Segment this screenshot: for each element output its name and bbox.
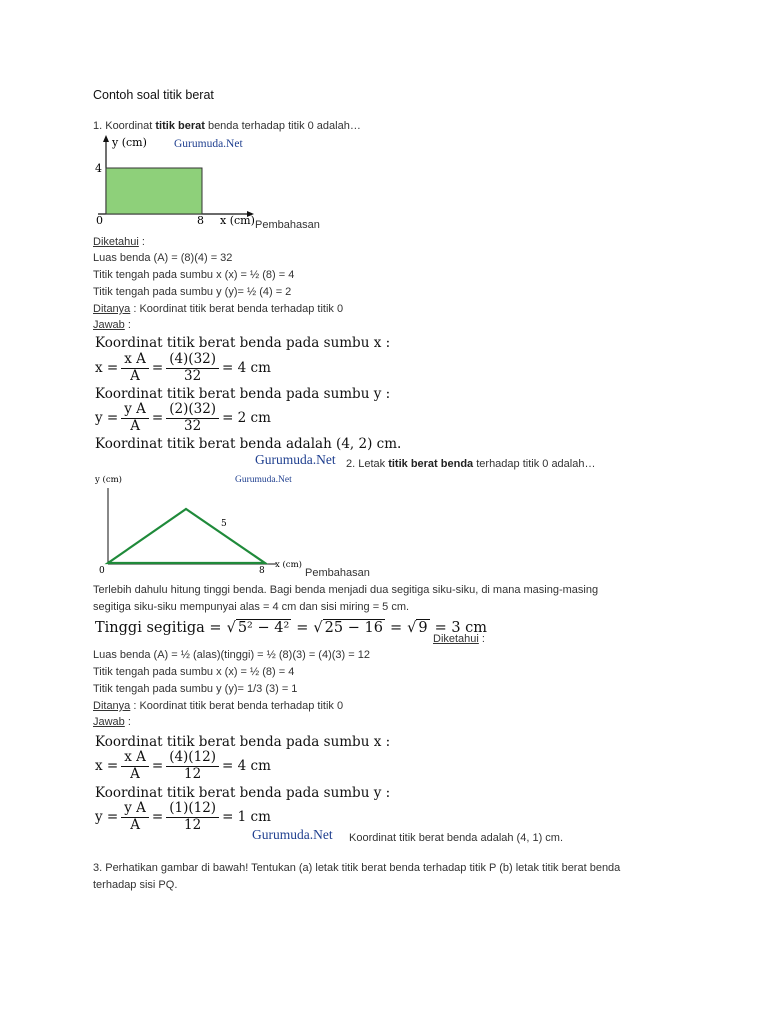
q1-ax-frac2 [166, 352, 219, 384]
q1-ay-num2: (2)(32) [166, 402, 219, 419]
q1-fig-watermark: Gurumuda.Net [174, 138, 243, 150]
q2-prompt-end: terhadap titik 0 adalah… [473, 458, 596, 470]
q2-he-lhs: Tinggi segitiga = [95, 619, 222, 636]
q2-jawab-heading [93, 716, 131, 728]
q2-fig-watermark: Gurumuda.Net [235, 475, 292, 485]
q2-ax-frac1 [121, 750, 149, 782]
q1-watermark-logo: Gurumuda.Net [255, 452, 336, 467]
question-1-prompt [93, 120, 361, 132]
q1-ax-num1: x A [121, 352, 149, 369]
q2-ax-num1: x A [121, 750, 149, 767]
q2-he-rad2: 25 − 16 [324, 620, 383, 636]
q2-triangle [108, 509, 265, 563]
q2-ax-result: = 4 cm [222, 758, 271, 775]
q1-prompt-keyword: titik berat [155, 120, 205, 132]
q1-answer-x-equation [95, 352, 271, 384]
q2-jawab-colon: : [124, 716, 131, 728]
radical-icon: √ [226, 620, 236, 636]
q2-watermark-logo: Gurumuda.Net [252, 827, 333, 842]
question-3-line2: terhadap sisi PQ. [93, 879, 178, 891]
q1-x-label: x (cm) [220, 214, 255, 227]
q1-ay-den2: 32 [184, 417, 202, 434]
q2-ay-eq: = [151, 809, 164, 826]
q2-he-eq1: = [296, 619, 309, 636]
q1-jawab-heading [93, 319, 131, 331]
q1-jawab-colon: : [124, 319, 131, 331]
q2-paragraph-line2: segitiga siku-siku mempunyai alas = 4 cm dan sisi miring = 5 cm. [93, 601, 410, 613]
q2-ay-result: = 1 cm [222, 809, 271, 826]
radical-icon: √ [313, 620, 323, 636]
q2-origin-label: 0 [99, 566, 105, 576]
q2-x-tick: 8 [259, 566, 265, 576]
q2-he-eq2: = [389, 619, 403, 636]
q2-ditanya-line [93, 700, 343, 712]
q2-diketahui-label: Diketahui [433, 633, 479, 645]
q2-ax-num2: (4)(12) [166, 750, 219, 767]
q2-ax-den2: 12 [184, 765, 202, 782]
q1-rectangle-figure [92, 132, 262, 232]
q2-he-sqrt3 [407, 619, 429, 636]
q2-answer-y-label: Koordinat titik berat benda pada sumbu y : [95, 785, 391, 801]
q2-prompt-keyword: titik berat benda [388, 458, 474, 470]
q2-ditanya-label: Ditanya [93, 700, 131, 712]
q1-ay-lhs: y = [95, 410, 119, 427]
radical-icon: √ [407, 620, 417, 636]
q2-conclusion: Koordinat titik berat benda adalah (4, 1) cm. [349, 832, 564, 844]
q1-x-tick: 8 [197, 214, 204, 227]
q2-ay-num1: y A [121, 801, 149, 818]
q2-ax-eq: = [151, 758, 164, 775]
q2-height-equation [95, 619, 487, 636]
q2-known-y: Titik tengah pada sumbu y (y)= 1/3 (3) = 1 [93, 683, 298, 695]
q1-ax-lhs: x = [95, 360, 119, 377]
q1-conclusion: Koordinat titik berat benda adalah (4, 2) cm. [95, 436, 402, 452]
q1-ax-result: = 4 cm [222, 360, 271, 377]
q2-ax-lhs: x = [95, 758, 119, 775]
q1-rectangle [106, 168, 202, 214]
q1-diketahui-label: Diketahui [93, 236, 139, 248]
q2-diketahui-heading [433, 633, 485, 645]
q2-prompt-start: 2. Letak [346, 458, 389, 470]
q2-ay-den2: 12 [184, 816, 202, 833]
q1-origin-label: 0 [96, 214, 103, 227]
q2-ditanya-text: : Koordinat titik berat benda terhadap titik 0 [130, 700, 344, 712]
q1-ax-eq: = [151, 360, 164, 377]
q2-triangle-figure [92, 470, 322, 580]
q1-ax-den2: 32 [184, 367, 202, 384]
q1-jawab-label: Jawab [93, 319, 125, 331]
q1-pembahasan: Pembahasan [255, 219, 320, 231]
q1-ax-frac1 [121, 352, 149, 384]
q1-ay-frac2 [166, 402, 219, 434]
q2-ay-den1: A [130, 816, 140, 833]
question-2-prompt [346, 458, 595, 470]
q1-ditanya-label: Ditanya [93, 303, 131, 315]
q1-known-y: Titik tengah pada sumbu y (y)= ½ (4) = 2 [93, 286, 292, 298]
q1-ay-eq: = [151, 410, 164, 427]
q2-he-sqrt2 [313, 619, 385, 636]
question-3-line1: 3. Perhatikan gambar di bawah! Tentukan (a) letak titik berat benda terhadap titik P (b) letak titik berat benda [93, 862, 621, 874]
q1-ay-result: = 2 cm [222, 410, 271, 427]
q2-known-x: Titik tengah pada sumbu x (x) = ½ (8) = 4 [93, 666, 295, 678]
q2-he-rad1: 5² − 4² [237, 620, 290, 636]
q2-ay-frac1 [121, 801, 149, 833]
q2-known-area: Luas benda (A) = ½ (alas)(tinggi) = ½ (8)(3) = (4)(3) = 12 [93, 649, 370, 661]
q2-y-label: y (cm) [95, 475, 122, 485]
q1-y-label: y (cm) [112, 136, 147, 149]
q1-ditanya-line [93, 303, 343, 315]
q1-ax-num2: (4)(32) [166, 352, 219, 369]
q2-he-result: = 3 cm [434, 619, 488, 636]
q1-known-area: Luas benda (A) = (8)(4) = 32 [93, 252, 233, 264]
q2-ay-num2: (1)(12) [166, 801, 219, 818]
q1-ax-den1: A [130, 367, 140, 384]
q2-answer-x-label: Koordinat titik berat benda pada sumbu x : [95, 734, 391, 750]
q2-pembahasan: Pembahasan [305, 567, 370, 579]
q2-ay-lhs: y = [95, 809, 119, 826]
q1-prompt-start: 1. Koordinat [93, 120, 156, 132]
q2-answer-x-equation [95, 750, 271, 782]
q1-diketahui-heading [93, 236, 145, 248]
q1-ay-frac1 [121, 402, 149, 434]
q1-diketahui-colon: : [138, 236, 145, 248]
q1-ditanya-text: : Koordinat titik berat benda terhadap titik 0 [130, 303, 344, 315]
q2-ax-den1: A [130, 765, 140, 782]
q2-answer-y-equation [95, 801, 271, 833]
q1-answer-y-label: Koordinat titik berat benda pada sumbu y : [95, 386, 391, 402]
q2-paragraph-line1: Terlebih dahulu hitung tinggi benda. Bagi benda menjadi dua segitiga siku-siku, di mana masing-masing [93, 584, 599, 596]
q2-x-label: x (cm) [275, 560, 302, 570]
q1-ay-den1: A [130, 417, 140, 434]
q2-he-rad3: 9 [418, 620, 428, 636]
q1-ay-num1: y A [121, 402, 149, 419]
q2-jawab-label: Jawab [93, 716, 125, 728]
q1-y-arrow-icon [103, 135, 109, 142]
q1-y-tick: 4 [95, 162, 102, 175]
q2-ay-frac2 [166, 801, 219, 833]
q2-side-label: 5 [221, 519, 227, 529]
q1-answer-y-equation [95, 402, 271, 434]
q1-known-x: Titik tengah pada sumbu x (x) = ½ (8) = 4 [93, 269, 295, 281]
q2-diketahui-colon: : [478, 633, 485, 645]
page-title: Contoh soal titik berat [93, 88, 214, 102]
q2-he-sqrt1 [227, 619, 292, 636]
q2-ax-frac2 [166, 750, 219, 782]
q1-answer-x-label: Koordinat titik berat benda pada sumbu x : [95, 335, 391, 351]
q1-prompt-end: benda terhadap titik 0 adalah… [204, 120, 361, 132]
